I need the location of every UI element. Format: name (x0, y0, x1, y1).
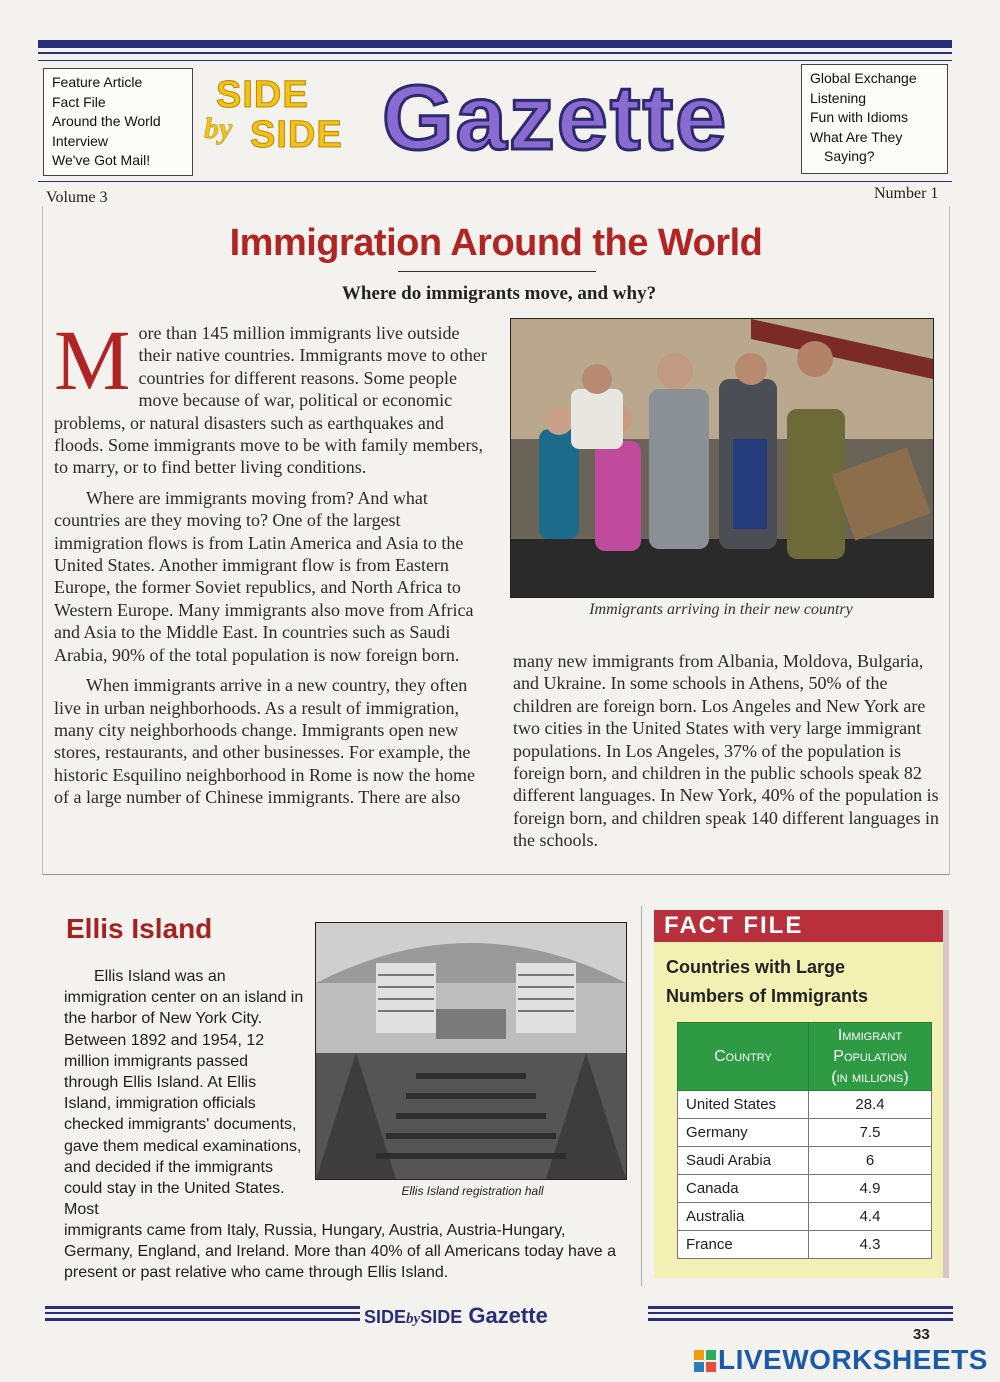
value-cell: 4.4 (809, 1203, 932, 1231)
toc-left-item[interactable]: We've Got Mail! (52, 152, 151, 168)
fact-file-table (677, 1022, 932, 1259)
article-paragraph: many new immigrants from Albania, Moldova, Bulgaria, and Ukraine. In some schools in Athens, 50% of the children are foreign born. Los Angeles and New York are two cities in the United States with very large immigrant populations. In Los Angeles, 37% of the population is foreign born, and children in the public schools speak 82 different languages. In New York, 40% of the population is foreign born, and children speak 140 different languages in the schools. (513, 651, 940, 851)
value-cell: 28.4 (809, 1091, 932, 1119)
logo-by: by (204, 112, 233, 145)
logo-gazette: Gazette (382, 67, 729, 169)
masthead-top-rule (38, 52, 952, 54)
page-number: 33 (913, 1326, 930, 1343)
logo-side-bottom: SIDE (250, 114, 343, 156)
value-cell: 7.5 (809, 1119, 932, 1147)
footer-bar-left-3 (45, 1318, 360, 1321)
value-cell: 4.3 (809, 1231, 932, 1259)
footer-title: SIDEbySIDE Gazette (364, 1303, 548, 1328)
col-header-country: Country (678, 1023, 809, 1091)
toc-left-item[interactable]: Interview (52, 132, 109, 149)
footer-bar-right-3 (648, 1318, 953, 1321)
masthead-bottom-rule (38, 181, 952, 182)
article-left-column (54, 312, 494, 817)
country-cell: Canada (678, 1175, 809, 1203)
table-row (678, 1119, 932, 1147)
toc-right-item[interactable]: Global Exchange (810, 70, 917, 86)
footer-bar-left (45, 1306, 360, 1309)
immigrants-photo-caption: Immigrants arriving in their new country (589, 601, 853, 618)
liveworksheets-text: LIVEWORKSHEETS (718, 1344, 988, 1375)
ellis-divider (641, 906, 642, 1286)
toc-right-item[interactable]: Saying? (824, 148, 875, 164)
toc-right-item[interactable]: Listening (810, 89, 867, 106)
toc-left-item[interactable]: Feature Article (52, 74, 143, 90)
table-row (678, 1091, 932, 1119)
volume-label: Volume 3 (46, 189, 108, 206)
toc-left-box (43, 68, 193, 176)
article-paragraph: Where are immigrants moving from? And what countries are they moving to? One of the largest immigration flows is from Latin America and Asia to the United States. Another immigrant flow is from Eastern Europe, the former Soviet republics, and North Africa to Western Europe. Many immigrants also move from Africa and Asia to the Middle East. In countries such as Saudi Arabia, 90% of the total population is now foreign born. (54, 487, 474, 665)
footer-bar-right (648, 1306, 953, 1309)
toc-left-item[interactable]: Fact File (52, 93, 106, 110)
logo-side-top: SIDE (216, 74, 309, 116)
ellis-title: Ellis Island (66, 913, 213, 944)
ellis-text-bottom: immigrants came from Italy, Russia, Hungary, Austria, Austria-Hungary, Germany, England, and Ireland. More than 40% of all Americans today have a present or past relative who came through Ellis Island. (64, 1222, 617, 1282)
article-paragraph: When immigrants arrive in a new country, they often live in urban neighborhoods. As a result of immigration, many city neighborhoods change. Immigrants open new stores, restaurants, and other businesses. For example, the historic Esquilino neighborhood in Rome is now the home of a large number of Chinese immigrants. There are also (54, 675, 475, 808)
toc-right-box (801, 64, 948, 174)
number-label: Number 1 (874, 185, 939, 202)
value-cell: 6 (809, 1147, 932, 1175)
country-cell: France (678, 1231, 809, 1259)
ellis-photo (315, 922, 627, 1180)
table-row (678, 1203, 932, 1231)
footer-bar-right-2 (648, 1312, 953, 1314)
article-subhead: Where do immigrants move, and why? (341, 283, 657, 304)
toc-right-item[interactable]: Fun with Idioms (810, 109, 909, 125)
col-header-population: Immigrant Population (in millions) (809, 1023, 932, 1091)
article-headline: Immigration Around the World (229, 222, 763, 264)
table-row (678, 1175, 932, 1203)
article-paragraph: ore than 145 million immigrants live outside their native countries. Immigrants move to other countries for different reasons. Some people move because of war, political or economic problems, or natural disasters such as earthquakes and floods. Some immigrants move to be with family members, to marry, or to find better living conditions. (54, 323, 487, 478)
masthead-top-bar (38, 40, 952, 48)
drop-cap: M (54, 312, 131, 408)
table-row (678, 1231, 932, 1259)
fact-file-subtitle: Countries with Large Numbers of Immigrants (666, 957, 869, 1006)
liveworksheets-icon (694, 1350, 716, 1372)
logo (204, 67, 796, 178)
ellis-photo-caption: Ellis Island registration hall (401, 1184, 544, 1198)
toc-right-item[interactable]: What Are They (810, 128, 903, 145)
value-cell: 4.9 (809, 1175, 932, 1203)
footer-bar-left-2 (45, 1312, 360, 1314)
country-cell: Germany (678, 1119, 809, 1147)
liveworksheets-logo (694, 1344, 994, 1378)
country-cell: Australia (678, 1203, 809, 1231)
toc-left-item[interactable]: Around the World (52, 113, 161, 129)
headline-underline (398, 271, 596, 272)
country-cell: Saudi Arabia (678, 1147, 809, 1175)
ellis-text-top: Ellis Island was an immigration center on an island in the harbor of New York City. Between 1892 and 1954, 12 million immigrants passed through Ellis Island. At Ellis Island, immigration officials checked immigrants' documents, gave them medical examinations, and decided if the immigrants could stay in the United States. Most (64, 968, 304, 1219)
masthead-mid-rule (38, 60, 952, 61)
fact-file-header: FACT FILE (654, 910, 943, 942)
article-right-column (513, 650, 941, 860)
country-cell: United States (678, 1091, 809, 1119)
immigrants-photo (510, 318, 934, 598)
table-row (678, 1147, 932, 1175)
